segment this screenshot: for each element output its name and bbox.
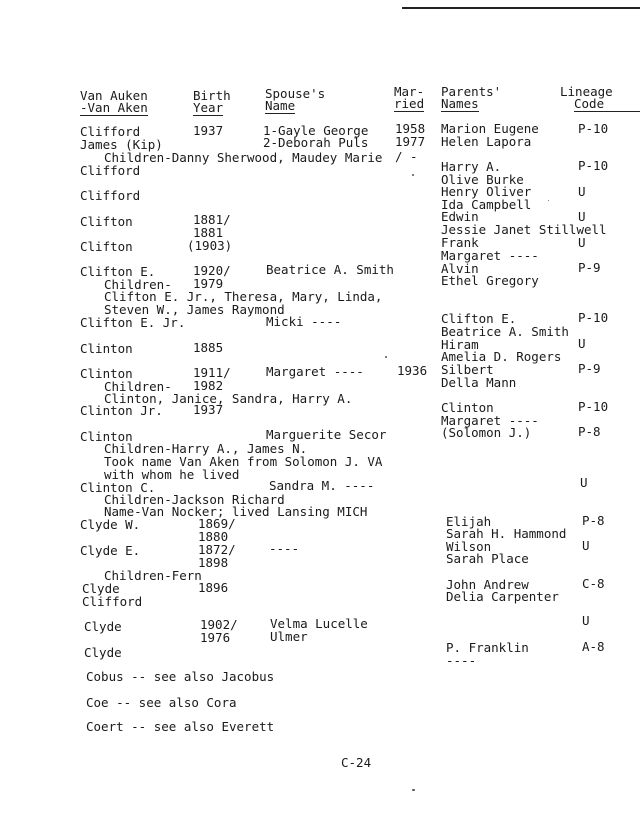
entry-lineage: P-10 <box>578 310 609 325</box>
header-parents-1: Parents' <box>441 84 502 99</box>
header-lineage-2: Code <box>574 98 640 112</box>
entry-parent: Margaret ---- <box>441 248 539 263</box>
entry-spouse: Ulmer <box>270 629 308 644</box>
entry-parent: Sarah Place <box>446 551 529 566</box>
entry-note: Name-Van Nocker; lived Lansing MICH <box>104 504 368 519</box>
scan-speck <box>385 356 387 358</box>
entry-name: Clinton <box>80 366 133 381</box>
entry-birth: (1903) <box>187 238 233 253</box>
entry-name: Clifton <box>80 214 133 229</box>
entry-spouse: Micki ---- <box>266 314 342 329</box>
entry-parent: Wilson <box>446 539 492 554</box>
entry-birth: 1896 <box>198 580 229 595</box>
header-parents-2: Names <box>441 96 479 111</box>
entry-parent: Hiram <box>441 337 479 352</box>
entry-name: Clinton <box>80 341 133 356</box>
entry-lineage: P-8 <box>578 424 601 439</box>
entry-children: Clinton, Janice, Sandra, Harry A. <box>104 391 353 406</box>
entry-parent: (Solomon J.) <box>441 425 532 440</box>
entry-lineage: P-10 <box>578 399 609 414</box>
entry-lineage: U <box>582 613 590 628</box>
entry-children: Children-Fern <box>104 568 202 583</box>
entry-name: Clinton Jr. <box>80 403 163 418</box>
entry-name: Clifford <box>80 124 141 139</box>
entry-spouse: 2-Deborah Puls <box>263 135 369 150</box>
entry-birth: 1911/ <box>193 365 231 380</box>
entry-children-label: Children- <box>104 277 172 292</box>
entry-lineage: U <box>580 475 588 490</box>
entry-married: 1977 <box>395 134 426 149</box>
entry-death: 1982 <box>193 378 224 393</box>
entry-birth: 1937 <box>193 402 224 417</box>
entry-parent: P. Franklin <box>446 640 529 655</box>
entry-parent: Beatrice A. Smith <box>441 324 569 339</box>
top-rule <box>402 7 640 9</box>
entry-spouse: Marguerite Secor <box>266 427 387 442</box>
entry-spouse: Beatrice A. Smith <box>266 262 394 277</box>
entry-parent: Jessie Janet Stillwell <box>441 222 607 237</box>
entry-death: 1898 <box>198 555 229 570</box>
entry-lineage: U <box>578 184 586 199</box>
entry-birth: 1881/ <box>193 212 231 227</box>
entry-children-label: Children- <box>104 379 172 394</box>
entry-spouse: 1-Gayle George <box>263 123 369 138</box>
entry-parent: Clinton <box>441 400 494 415</box>
entry-parent: John Andrew <box>446 577 529 592</box>
entry-parent: Helen Lapora <box>441 134 532 149</box>
entry-children: Children-Harry A., James N. <box>104 441 308 456</box>
entry-married: 1936 <box>397 363 428 378</box>
entry-death: 1976 <box>200 630 231 645</box>
header-birth-1: Birth <box>193 88 231 103</box>
header-birth-2: Year <box>193 100 224 115</box>
entry-name: Clinton <box>80 429 133 444</box>
entry-lineage: A-8 <box>582 639 605 654</box>
page-number: C-24 <box>341 755 372 770</box>
entry-name: Clifton <box>80 239 133 254</box>
entry-parent: Margaret ---- <box>441 413 539 428</box>
entry-children: Children-Jackson Richard <box>104 492 285 507</box>
entry-death: 1881 <box>193 225 224 240</box>
entry-parent: Frank <box>441 235 479 250</box>
entry-birth: 1872/ <box>198 542 236 557</box>
entry-lineage: P-8 <box>582 513 605 528</box>
cross-ref-cobus: Cobus -- see also Jacobus <box>86 669 275 684</box>
entry-parent: Sarah H. Hammond <box>446 526 567 541</box>
entry-note: Took name Van Aken from Solomon J. VA <box>104 454 383 469</box>
entry-married: 1958 <box>395 121 426 136</box>
header-spouse-2: Name <box>265 98 296 113</box>
entry-parent: Ethel Gregory <box>441 273 539 288</box>
header-spouse-1: Spouse's <box>265 86 326 101</box>
entry-children: Steven W., James Raymond <box>104 302 285 317</box>
entry-name: Clyde <box>84 619 122 634</box>
entry-lineage: U <box>578 209 586 224</box>
entry-name: Clyde <box>84 645 122 660</box>
entry-parent: ---- <box>446 653 477 668</box>
entry-name: Clyde <box>82 581 120 596</box>
entry-birth: 1937 <box>193 123 224 138</box>
entry-death: 1979 <box>193 276 224 291</box>
entry-birth: 1902/ <box>200 617 238 632</box>
entry-name: James (Kip) <box>80 137 163 152</box>
entry-parent: Edwin <box>441 209 479 224</box>
cross-ref-coe: Coe -- see also Cora <box>86 695 237 710</box>
entry-parent: Della Mann <box>441 375 517 390</box>
entry-children: Clifton E. Jr., Theresa, Mary, Linda, <box>104 289 383 304</box>
header-lineage-1: Lineage <box>560 86 613 99</box>
entry-name: Clyde E. <box>80 543 141 558</box>
entry-lineage: P-9 <box>578 361 601 376</box>
entry-name: Clinton C. <box>80 480 156 495</box>
entry-parent: Clifton E. <box>441 311 517 326</box>
entry-death: 1880 <box>198 529 229 544</box>
header-name-1: Van Auken <box>80 88 148 103</box>
entry-birth: 1869/ <box>198 516 236 531</box>
entry-parent: Ida Campbell <box>441 197 532 212</box>
entry-name: Clifford <box>80 188 141 203</box>
entry-children: Children-Danny Sherwood, Maudey Marie <box>104 150 383 165</box>
entry-name: Clifford <box>80 163 141 178</box>
scan-speck <box>412 789 415 791</box>
entry-lineage: P-10 <box>578 121 609 136</box>
entry-lineage: P-10 <box>578 158 609 173</box>
entry-parent: Henry Oliver <box>441 184 532 199</box>
entry-parent: Silbert <box>441 362 494 377</box>
entry-name: Clifton E. <box>80 264 156 279</box>
entry-birth: 1885 <box>193 340 224 355</box>
header-married-2: ried <box>394 96 425 111</box>
entry-lineage: U <box>578 235 586 250</box>
entry-name: Clifton E. Jr. <box>80 315 186 330</box>
entry-spouse: ---- <box>269 541 300 556</box>
entry-lineage: C-8 <box>582 576 605 591</box>
entry-married: / - <box>395 149 418 164</box>
entry-lineage: P-9 <box>578 260 601 275</box>
entry-note: with whom he lived <box>104 467 240 482</box>
entry-spouse: Margaret ---- <box>266 364 364 379</box>
entry-birth: 1920/ <box>193 263 231 278</box>
cross-ref-coert: Coert -- see also Everett <box>86 719 275 734</box>
entry-parent: Elijah <box>446 514 492 529</box>
entry-parent: Alvin <box>441 261 479 276</box>
entry-name: Clyde W. <box>80 517 141 532</box>
entry-name: Clifford <box>82 594 143 609</box>
entry-parent: Olive Burke <box>441 172 524 187</box>
header-married-1: Mar- <box>394 84 425 99</box>
entry-spouse: Sandra M. ---- <box>269 478 375 493</box>
scan-speck <box>412 174 414 176</box>
scan-speck <box>548 200 549 201</box>
header-name-2: -Van Aken <box>80 100 148 115</box>
entry-lineage: U <box>582 538 590 553</box>
entry-parent: Delia Carpenter <box>446 589 559 604</box>
entry-spouse: Velma Lucelle <box>270 616 368 631</box>
entry-parent: Amelia D. Rogers <box>441 349 562 364</box>
entry-parent: Harry A. <box>441 159 502 174</box>
entry-lineage: U <box>578 336 586 351</box>
entry-parent: Marion Eugene <box>441 121 539 136</box>
